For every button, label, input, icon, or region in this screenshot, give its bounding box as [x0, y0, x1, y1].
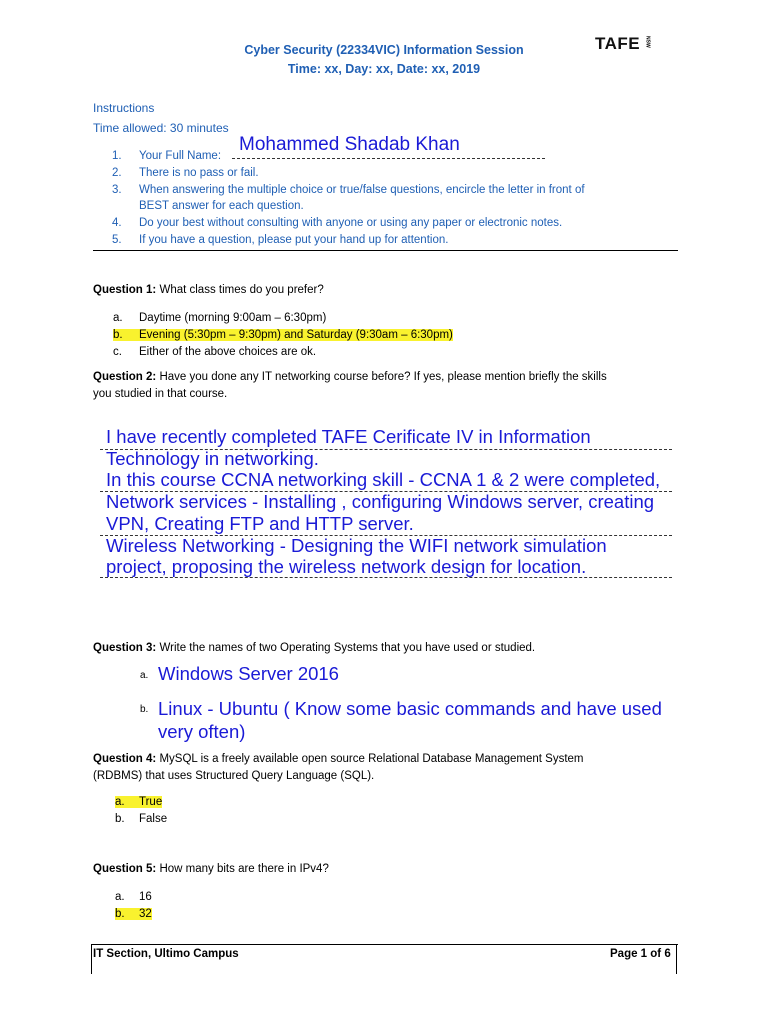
- answer-line: Technology in networking.: [106, 447, 319, 469]
- q3-answer-a[interactable]: a. Windows Server 2016: [140, 663, 339, 684]
- q5-options: [115, 889, 152, 923]
- full-name-answer: Mohammed Shadab Khan: [239, 134, 460, 155]
- footer-divider: [91, 944, 678, 945]
- q2-answer: [106, 426, 660, 578]
- time-allowed: Time allowed: 30 minutes: [93, 121, 229, 135]
- option-c[interactable]: c. Either of the above choices are ok.: [113, 346, 317, 358]
- document-subtitle: Time: xx, Day: xx, Date: xx, 2019: [287, 62, 481, 76]
- option-b[interactable]: b. Evening (5:30pm – 9:30pm) and Saturday (9:30am – 6:30pm): [113, 329, 453, 341]
- question-text: MySQL is a freely available open source Relational Database Management System: [159, 753, 584, 765]
- question-3: [93, 642, 535, 654]
- answer-line: Wireless Networking - Designing the WIFI network simulation: [106, 534, 607, 556]
- answer-line: In this course CCNA networking skill - CCNA 1 & 2 were completed,: [106, 469, 661, 491]
- instruction-item: 4. Do your best without consulting with anyone or using any paper or electronic notes.: [112, 217, 563, 230]
- question-label: Question 4:: [93, 753, 157, 765]
- instruction-item: BEST answer for each question.: [139, 200, 304, 213]
- answer-line: Network services - Installing , configuring Windows server, creating: [106, 491, 655, 513]
- q4-options: [115, 794, 167, 828]
- question-label: Question 1:: [93, 284, 157, 296]
- footer-left-rule: [91, 944, 92, 974]
- question-text-cont: (RDBMS) that uses Structured Query Language (SQL).: [93, 770, 375, 782]
- question-label: Question 2:: [93, 371, 157, 383]
- question-text: Have you done any IT networking course before? If yes, please mention briefly the skills: [159, 371, 607, 383]
- question-text: What class times do you prefer?: [159, 284, 324, 296]
- question-text: How many bits are there in IPv4?: [159, 863, 329, 875]
- question-5: [93, 863, 329, 875]
- footer-page-number: Page 1 of 6: [610, 948, 671, 960]
- question-text: Write the names of two Operating Systems that you have used or studied.: [159, 642, 536, 654]
- document-title: Cyber Security (22334VIC) Information Session: [244, 43, 524, 57]
- instructions-heading: Instructions: [93, 101, 155, 115]
- option-a[interactable]: a. Daytime (morning 9:00am – 6:30pm): [113, 312, 327, 324]
- option-b[interactable]: b. False: [115, 813, 168, 825]
- footer-left-text: IT Section, Ultimo Campus: [93, 948, 239, 960]
- option-b[interactable]: b. 32: [115, 908, 152, 920]
- instruction-item: 3. When answering the multiple choice or true/false questions, encircle the letter in front of: [112, 183, 585, 196]
- instructions-divider: [93, 250, 678, 251]
- instruction-item: 1. Your Full Name:: [112, 150, 222, 162]
- footer-right-rule: [676, 944, 677, 974]
- answer-line: VPN, Creating FTP and HTTP server.: [106, 512, 414, 534]
- answer-line: I have recently completed TAFE Cerificate IV in Information: [106, 426, 591, 447]
- question-2: [93, 369, 607, 403]
- option-a[interactable]: a. True: [115, 796, 163, 808]
- question-1: [93, 284, 324, 296]
- question-label: Question 5:: [93, 863, 157, 875]
- instruction-item: 2. There is no pass or fail.: [112, 166, 259, 179]
- question-4: [93, 751, 584, 785]
- q1-options: [113, 310, 453, 361]
- answer-line: project, proposing the wireless network design for location.: [106, 556, 587, 578]
- instruction-item: 5. If you have a question, please put your hand up for attention.: [112, 233, 449, 246]
- tafe-logo: [595, 34, 651, 54]
- question-text-cont: you studied in that course.: [93, 388, 228, 400]
- tafe-logo-text: TAFE: [595, 34, 641, 53]
- tafe-logo-small: NSW: [644, 36, 651, 48]
- option-a[interactable]: a. 16: [115, 891, 152, 903]
- instruction-list: [112, 148, 585, 249]
- q3-answer-b[interactable]: b. Linux - Ubuntu ( Know some basic commands and have used very often): [140, 698, 662, 742]
- question-label: Question 3:: [93, 642, 157, 654]
